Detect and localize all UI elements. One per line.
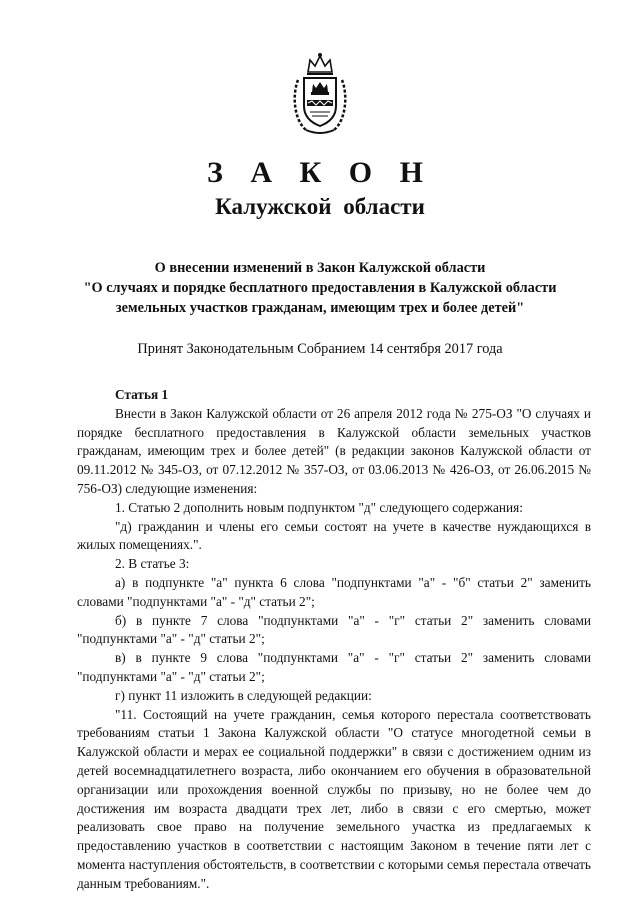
paragraph: Внести в Закон Калужской области от 26 апреля 2012 года № 275-ОЗ "О случаях и порядке бесплатного предоставления в Калужской области земельных участков гражданам, имеющим трех и более детей" (в редакции законов Калужской области от 09.11.2012 № 345-ОЗ, от 07.12.2012 № 357-ОЗ, от 03.06.2013 № 426-ОЗ, от 26.06.2015 № 756-ОЗ) следующие изменения: — [77, 405, 591, 496]
paragraph: в) в пункте 9 слова "подпунктами "а" - "г" статьи 2" заменить словами "подпунктами "а" - "д" статьи 2"; — [77, 650, 591, 684]
article-heading: Статья 1 — [115, 387, 169, 402]
subject-line: О внесении изменений в Закон Калужской области — [154, 260, 486, 276]
paragraph: 1. Статью 2 дополнить новым подпунктом "д" следующего содержания: — [115, 499, 523, 515]
paragraph: б) в пункте 7 слова "подпунктами "а" - "г" статьи 2" заменить словами "подпунктами "а" - "д" статьи 2"; — [77, 612, 591, 647]
law-subject — [70, 258, 570, 318]
subject-line: земельных участков гражданам, имеющим трех и более детей" — [115, 300, 525, 316]
law-title: З А К О Н — [207, 156, 433, 189]
paragraph: "11. Состоящий на учете гражданин, семья которого перестала соответствовать требованиям статьи 1 Закона Калужской области "О статусе многодетной семьи в Калужской области и мерах ее социальной поддержки" в связи с достижением одним из детей восемнадцатилетнего возраста, либо окончанием его обучения в образовательной организации или прохождения военной службы по призыву, но не более чем до достижения им возраста двадцати трех лет, либо в связи с его смертью, может реализовать свое право на получение земельного участка из предлагаемых к предоставлению участков в соответствии с настоящим Законом в течение пяти лет с момента наступления обстоятельств, в соответствии с которыми семья перестала отвечать данным требованиям.". — [77, 706, 591, 891]
coat-of-arms-emblem — [290, 50, 350, 136]
paragraph: г) пункт 11 изложить в следующей редакции: — [115, 687, 372, 703]
paragraph: 2. В статье 3: — [115, 556, 190, 572]
law-body — [77, 386, 591, 894]
region-name: Калужской области — [215, 194, 425, 219]
subject-line: "О случаях и порядке бесплатного предоставления в Калужской области — [83, 280, 557, 296]
adoption-statement: Принят Законодательным Собранием 14 сентября 2017 года — [137, 341, 503, 357]
paragraph: а) в подпункте "а" пункта 6 слова "подпунктами "а" - "б" статьи 2" заменить словами "подпунктами "а" - "д" статьи 2"; — [77, 574, 591, 609]
paragraph: "д) гражданин и члены его семьи состоят на учете в качестве нуждающихся в жилых помещениях.". — [77, 518, 591, 553]
